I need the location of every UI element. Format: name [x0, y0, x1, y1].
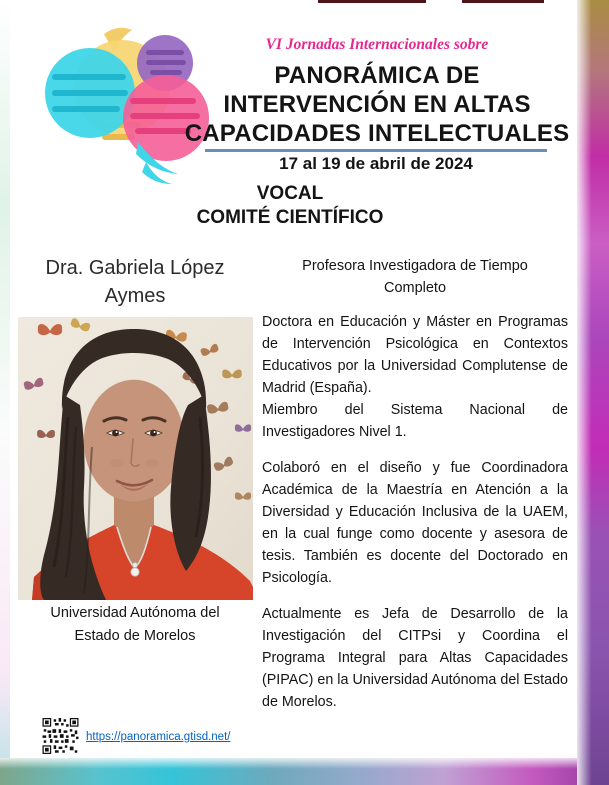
bio-paragraph: Colaboró en el diseño y fue Coordinadora Académica de la Maestría en Atención a la Diversidad y Educación Inclusiva de la UAEM, en la cual funge como docente y asesora de tesis. También es docente del Doctorado en Psicología. [262, 460, 568, 586]
qr-code [42, 718, 79, 754]
bottom-border-gradient [0, 758, 609, 785]
left-border-gradient [0, 0, 10, 785]
right-border-gradient [577, 0, 609, 785]
event-dates: 17 al 19 de abril de 2024 [279, 154, 473, 173]
top-border-segment [318, 0, 426, 3]
speaker-bio [262, 311, 568, 713]
speaker-photo [18, 317, 253, 600]
speaker-position: Profesora Investigadora de Tiempo Completo [302, 258, 528, 296]
top-border-segment [462, 0, 544, 3]
bio-paragraph: Actualmente es Jefa de Desarrollo de la Investigación del CITPsi y Coordina el Programa Integral para Altas Capacidades (PIPAC) en la Universidad Autónoma del Estado de Morelos. [262, 606, 568, 710]
speaker-name: Dra. Gabriela López Aymes [45, 257, 225, 307]
committee-name: COMITÉ CIENTÍFICO [196, 207, 384, 228]
event-title-line-2: INTERVENCIÓN EN ALTAS [223, 91, 531, 118]
bio-paragraph: Doctora en Educación y Máster en Programas de Intervención Psicológica en Contextos Educativos por la Universidad Complutense de Madrid (España). [262, 314, 568, 396]
event-title-line-1: PANORÁMICA DE [274, 62, 480, 89]
speaker-affiliation: Universidad Autónoma del Estado de Morelos [50, 605, 220, 644]
title-underline-rule [205, 149, 547, 152]
event-series-label: VI Jornadas Internacionales sobre [265, 36, 489, 53]
website-link[interactable]: https://panoramica.gtisd.net/ [86, 731, 231, 743]
event-title-line-3: CAPACIDADES INTELECTUALES [184, 120, 570, 147]
speaker-role: VOCAL [256, 183, 324, 204]
bio-paragraph: Miembro del Sistema Nacional de Investigadores Nivel 1. [262, 402, 568, 440]
